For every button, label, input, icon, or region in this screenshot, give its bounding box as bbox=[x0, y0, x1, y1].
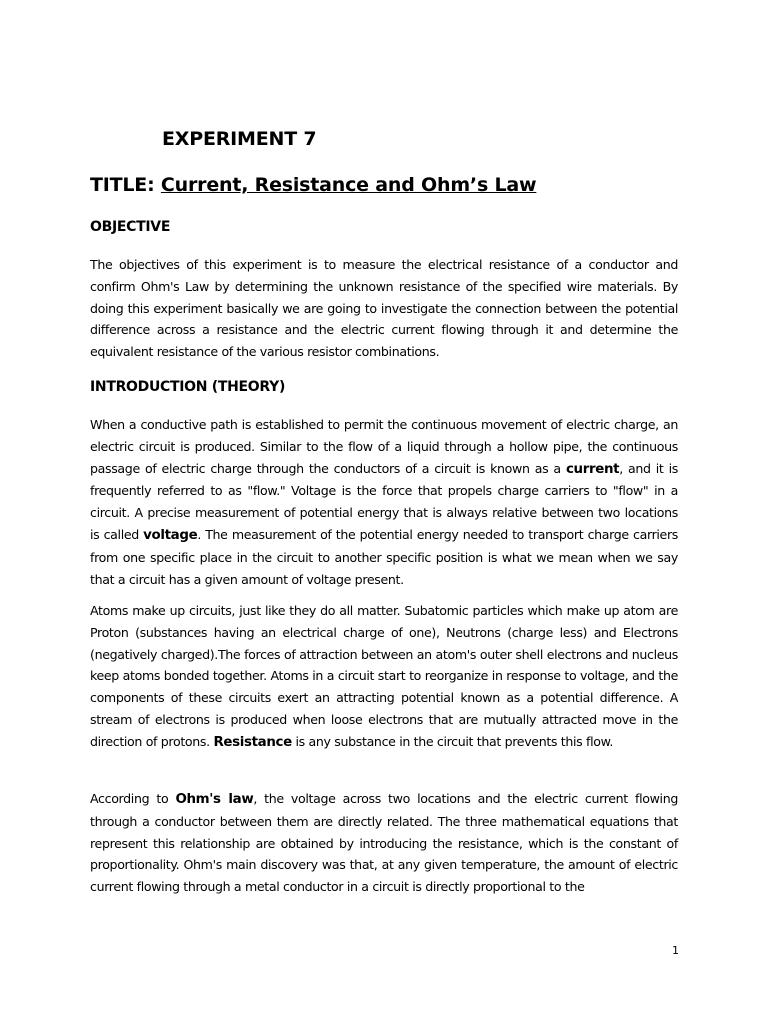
term-voltage: voltage bbox=[143, 527, 198, 543]
introduction-heading: INTRODUCTION (THEORY) bbox=[90, 379, 286, 395]
term-resistance: Resistance bbox=[213, 734, 292, 750]
title-label: TITLE bbox=[90, 174, 148, 196]
page-number: 1 bbox=[672, 944, 679, 957]
intro-p1-text-c: , and it is frequently referred to as "flow." Voltage is the force that propels charge carriers to "flow" in a circuit. A precise measurement of potential energy that is always relative between two locations is called bbox=[90, 460, 678, 542]
document-title: Current, Resistance and Ohm’s Law bbox=[160, 174, 537, 196]
intro-p2-text-a: Atoms make up circuits, just like they do all matter. Subatomic particles which make up atom are Proton (substances having an electrical charge of one), Neutrons (charge less) and Electrons (negatively charged).The forces of attraction between an atom's outer shell electrons and nucleus keep atoms bonded together. Atoms in a circuit start to reorganize in response to voltage, and the components of these circuits exert an attracting potential known as a potential difference. A stream of electrons is produced when loose electrons that are mutually attracted move in the direction of protons. bbox=[90, 603, 678, 749]
title-line bbox=[90, 174, 536, 196]
experiment-heading: EXPERIMENT 7 bbox=[162, 128, 317, 150]
intro-paragraph-1 bbox=[90, 414, 678, 590]
term-ohms-law: Ohm's law bbox=[175, 792, 254, 807]
objective-paragraph: The objectives of this experiment is to measure the electrical resistance of a conductor and confirm Ohm's Law by determining the unknown resistance of the specified wire materials. By doing this experiment basically we are going to investigate the connection between the potential difference across a resistance and the electric current flowing through it and determine the equivalent resistance of the various resistor combinations. bbox=[90, 257, 678, 360]
intro-p3-text-a: According to bbox=[90, 791, 176, 806]
intro-paragraph-3 bbox=[90, 788, 678, 898]
term-current: current bbox=[565, 461, 620, 477]
title-colon: : bbox=[147, 174, 155, 196]
intro-p1-text-a: When a conductive path is established to permit the continuous movement of electric charge, an electric circuit is produced. Similar to the flow of a liquid through a hollow pipe, the continuous passage of electric charge through the conductors of a circuit is known as a bbox=[90, 417, 678, 476]
intro-paragraph-2 bbox=[90, 600, 678, 754]
intro-p1-text-d: . The measurement of the potential energy needed to transport charge carriers from one specific place in the circuit to another specific position is what we mean when we say that a circuit has a given amount of voltage present. bbox=[90, 526, 678, 587]
objective-heading: OBJECTIVE bbox=[90, 219, 171, 235]
intro-p3-text-c: , the voltage across two locations and the electric current flowing through a conductor between them are directly related. The three mathematical equations that represent this relationship are obtained by introducing the resistance, which is the constant of proportionality. Ohm's main discovery was that, at any given temperature, the amount of electric current flowing through a metal conductor in a circuit is directly proportional to the bbox=[90, 791, 678, 895]
intro-p2-text-c: is any substance in the circuit that prevents this flow. bbox=[291, 733, 614, 749]
